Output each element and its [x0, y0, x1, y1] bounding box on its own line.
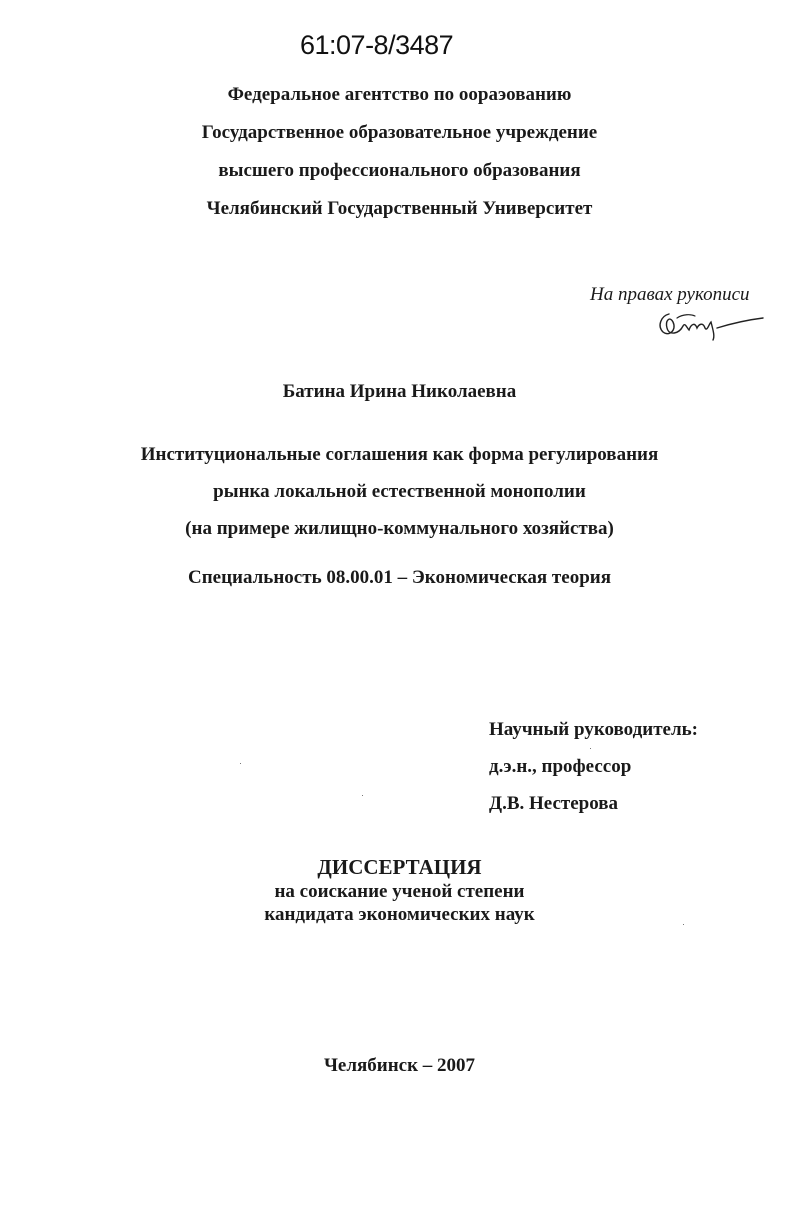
specialty: Специальность 08.00.01 – Экономическая теория	[187, 567, 611, 588]
scan-speck	[590, 748, 591, 749]
organization-header	[0, 76, 799, 228]
manuscript-rights: На правах рукописи	[590, 284, 750, 305]
topic-line-3: (на примере жилищно-коммунального хозяйства)	[185, 518, 614, 539]
scan-speck	[683, 924, 684, 925]
dissertation-line-1: на соискание ученой степени	[274, 881, 525, 902]
dissertation-subtitle	[0, 880, 799, 926]
scan-speck	[240, 763, 241, 764]
scan-speck	[362, 795, 363, 796]
topic-line-1: Институциональные соглашения как форма регулирования	[140, 444, 659, 465]
city-year: Челябинск – 2007	[323, 1055, 476, 1076]
scientific-advisor	[489, 711, 698, 822]
author-name: Батина Ирина Николаевна	[282, 381, 517, 402]
organization-line-institution: Государственное образовательное учреждение	[201, 122, 598, 143]
advisor-degree: д.э.н., профессор	[489, 756, 632, 777]
catalog-stamp: 61:07-8/3487	[300, 30, 454, 60]
handwritten-signature	[655, 306, 765, 342]
advisor-label: Научный руководитель:	[489, 719, 698, 740]
organization-line-education: высшего профессионального образования	[218, 160, 581, 181]
topic-line-2: рынка локальной естественной монополии	[213, 481, 586, 502]
dissertation-line-2: кандидата экономических наук	[264, 904, 535, 925]
dissertation-heading: ДИССЕРТАЦИЯ	[317, 855, 482, 879]
dissertation-topic	[0, 436, 799, 547]
advisor-name: Д.В. Нестерова	[489, 793, 618, 814]
organization-line-agency: Федеральное агентство по оораэованию	[227, 84, 572, 105]
organization-line-university: Челябинский Государственный Университет	[206, 198, 593, 219]
